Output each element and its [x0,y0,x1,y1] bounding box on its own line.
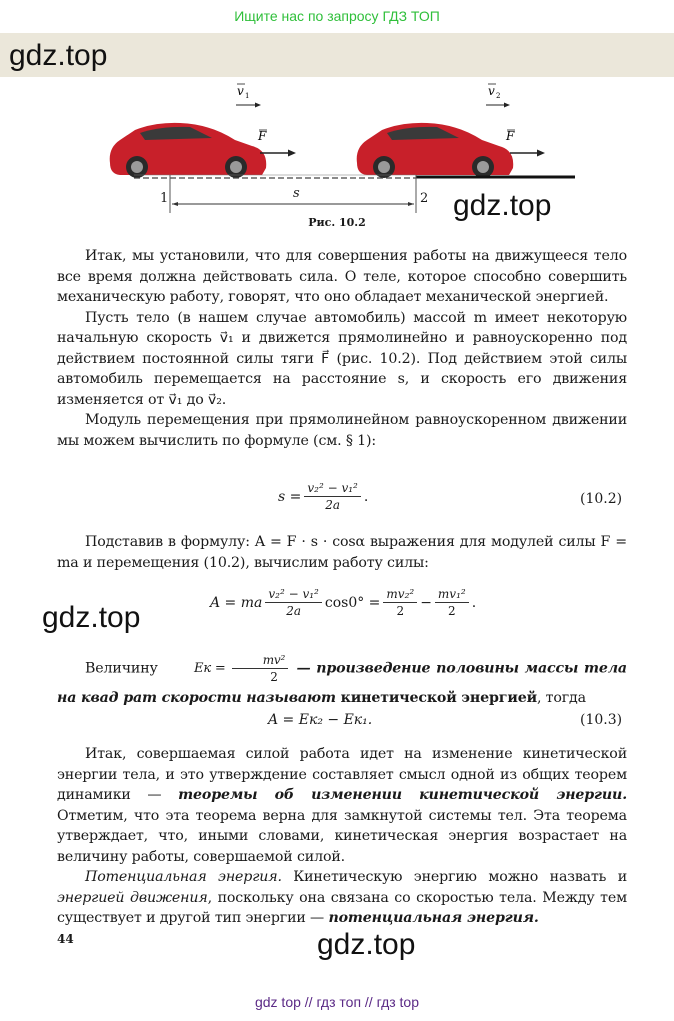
svg-text:1: 1 [245,92,250,100]
paragraph-4: Подставив в формулу: A = F · s · cosα выражения для модулей силы F = ma и перемещения (10.2), вычислим работу силы: [57,534,627,571]
watermark: gdz.top [317,928,416,961]
site-logo[interactable]: gdz.top [9,39,108,72]
paragraph-3: Модуль перемещения при прямолинейном равноускоренном движении мы можем вычислить по формуле (см. § 1): [57,412,627,449]
text-block-1 [57,246,627,451]
svg-text:2: 2 [496,92,501,100]
label-s: s [293,186,300,201]
text-block-2 [57,532,627,573]
paragraph-7: Потенциальная энергия. Кинетическую энергию можно назвать и энергией движения, поскольку она связана со скоростью тела. Между тем существует и другой тип энергии — потенциальная энергия. [57,869,628,926]
svg-text:v: v [488,84,495,98]
car-2-icon [357,123,514,178]
formula-work: A = ma $\frac{\text{v₂² − v₁²}}{2a}$ cos0° = $\frac{\text{mv₂²}}{2}$ − $\frac{\text{mv₁²}}{2}$ . [210,587,477,618]
label-2: 2 [420,191,429,206]
text-block-3 [57,652,627,712]
site-header [0,33,674,77]
footer-links[interactable]: gdz top // гдз топ // гдз top [254,994,420,1010]
equation-number-10-2: (10.2) [580,491,623,507]
watermark: gdz.top [453,189,552,222]
formula-10-2: s = $\frac{\text{v₂² − v₁²}}{2a}$ . [278,481,369,512]
car-1-icon [110,123,267,178]
figure-caption: Рис. 10.2 [308,216,366,229]
equation-number-10-3: (10.3) [580,712,623,728]
paragraph-2: Пусть тело (в нашем случае автомобиль) массой m имеет некоторую начальную скорость v⃗₁ и движется прямолинейно и равноускоренно под действием постоянной силы тяги F⃗ (рис. 10.2). Под действием этой силы автомобиль перемещается на расстояние s, и скорость его движения изменяется от v⃗₁ до v⃗₂. [57,309,627,408]
svg-text:F: F [258,129,267,143]
svg-text:F: F [506,129,515,143]
paragraph-1: Итак, мы установили, что для совершения работы на движущееся тело все время должна действовать сила. О теле, которое способно совершить механическую работу, говорят, что оно обладает механической энергией. [57,248,627,305]
paragraph-5: Величину Eк = $\frac{\text{mv²}}{2}$ — произведение половины массы тела на квад рат скорости называют кинетической энергией, тогда [57,653,627,706]
label-1: 1 [160,191,169,206]
watermark: gdz.top [42,601,141,634]
svg-text:v: v [237,84,244,98]
page-number: 44 [57,932,74,946]
text-block-4 [57,744,627,929]
formula-10-3: A = Eк₂ − Eк₁. [268,712,373,728]
search-banner[interactable]: Ищите нас по запросу ГДЗ ТОП [234,8,440,24]
paragraph-6: Итак, совершаемая силой работа идет на изменение кинетической энергии тела, и это утверждение составляет смысл одной из общих теорем динамики — теоремы об изменении кинетической энергии. Отметим, что эта теорема верна для замкнутой системы тел. Эта теорема утверждает, что, иными словами, кинетическая энергия возрастает на величину работы, совершаемой силой. [57,746,627,865]
